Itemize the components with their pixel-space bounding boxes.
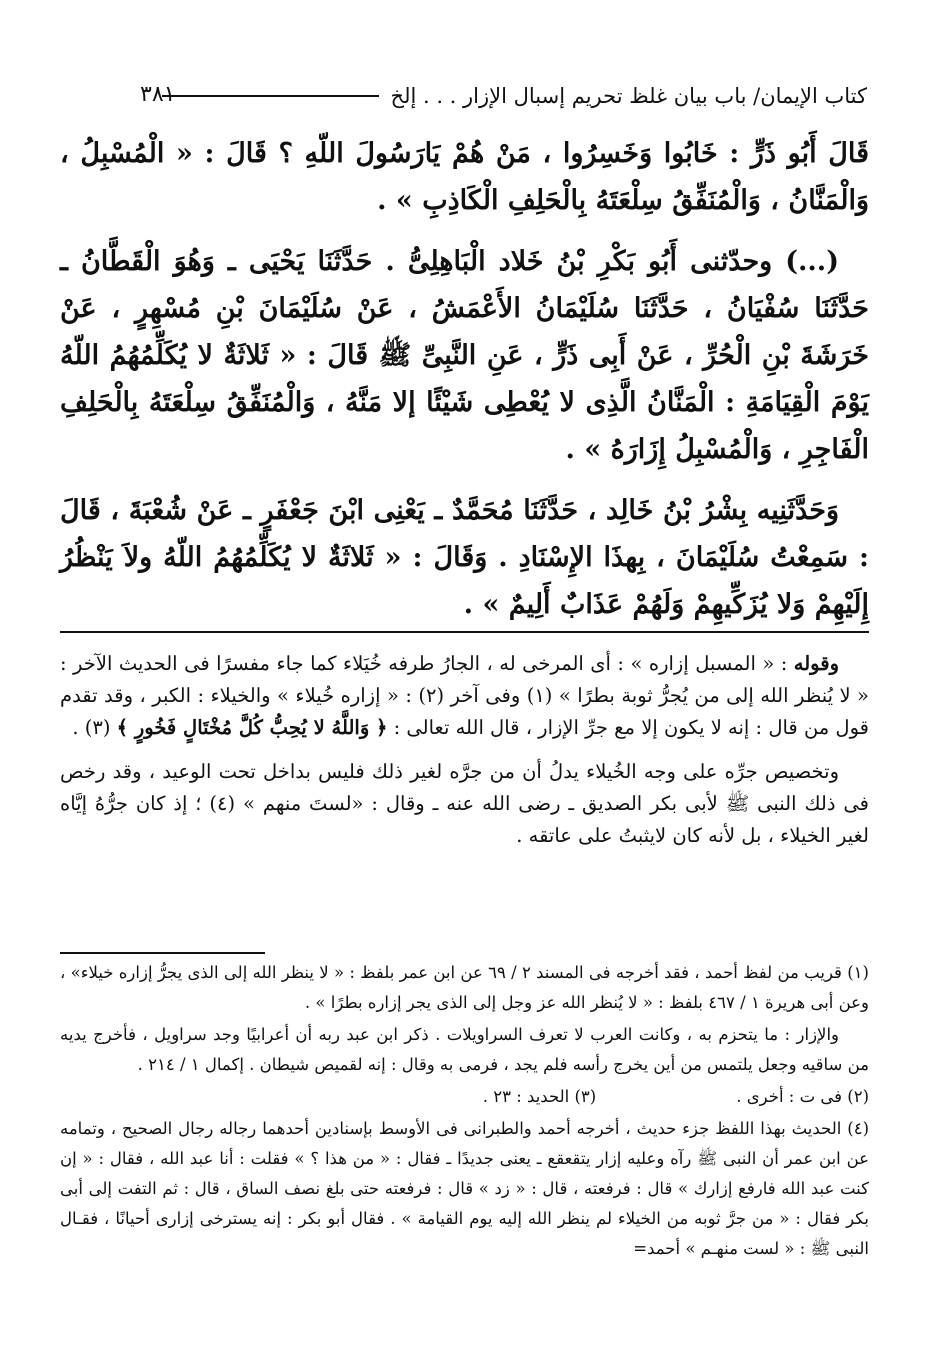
commentary-text: : « المسبل إزاره » : أى المرخى له ، الجارُ طرفه خُيَلاء كما جاء مفسرًا فى الحديث الآخر : « لا يُنظر الله إلى من يُجرُّ ثوبة بطرًا » (١) وفى آخر (٢) : « إزاره خُيلاء » والخيلاء : الكبر ، وقد تقدم قول من قال : إنه لا يكون إلا مع جرِّ الإزار ، قال الله تعالى :	[60, 652, 869, 739]
hadith-text	[60, 130, 869, 642]
footnotes-2-3-row	[60, 1082, 869, 1112]
footnote-1-continuation: والإزار : ما يتحزم به ، وكانت العرب لا تعرف السراويلات . ذكر ابن عبد ربه أن أعرابيًا وجد سراويل ، فأخرج يديه من ساقيه وجعل يلتمس من أين يخرج رأسه فلم يجد ، فرمى به وقال : إنه لقميص شيطان . إكمال ١ / ٢١٤ .	[60, 1025, 869, 1074]
verse-reference: (٣) .	[72, 716, 111, 739]
footnotes-divider	[60, 952, 265, 954]
running-header	[140, 76, 867, 116]
commentary-lead-word: وقوله	[793, 652, 839, 675]
page-number: ٣٨١	[140, 82, 176, 107]
footnotes-section	[60, 958, 869, 1266]
header-rule	[162, 95, 379, 97]
footnote-1: (١) قريب من لفظ أحمد ، فقد أخرجه فى المسند ٢ / ٦٩ عن ابن عمر بلفظ : « لا ينظر الله إلى الذى يجرُّ إزاره خيلاء» ، وعن أبى هريرة ١ / ٤٦٧ بلفظ : « لا يُنظر الله عز وجل إلى الذى يجر إزاره بطرًا » .	[60, 963, 869, 1012]
commentary-divider	[60, 631, 869, 633]
header-title: كتاب الإيمان/ باب بيان غلظ تحريم إسبال الإزار . . . إلخ	[390, 84, 867, 108]
commentary-paragraph-2: وتخصيص جرِّه على وجه الخُيلاء يدلُ أن من جرَّه لغير ذلك فليس بداخل تحت الوعيد ، وقد رخص فى ذلك النبى ﷺ لأبى بكر الصديق ـ رضى الله عنه ـ وقال : «لستَ منهم » (٤) ؛ إذ كان جرُّهُ إيَّاه لغير الخيلاء ، بل لأنه كان لايثبتُ على عاتقه .	[60, 760, 869, 847]
footnote-2: (٢) فى ت : أخرى .	[736, 1087, 869, 1106]
commentary-paragraph-1	[60, 648, 869, 744]
hadith-paragraph-3: وَحَدَّثَنِيه بِشْرُ بْنُ خَالِد ، حَدَّثَنَا مُحَمَّدٌ ـ يَعْنِى ابْنَ جَعْفَرٍ ـ عَنْ شُعْبَةَ ، قَالَ : سَمِعْتُ سُلَيْمَانَ ، بِهذَا الإِسْنَادِ . وَقَالَ : « ثَلاثَةٌ لا يُكَلِّمُهُمُ اللّهُ ولاَ يَنْظُرُ إِلَيْهِمْ وَلا يُزَكِّيهِمْ وَلَهُمْ عَذَابٌ أَلِيمٌ » .	[60, 495, 869, 620]
quran-verse: ﴿ وَاللَّهُ لا يُحِبُّ كُلَّ مُخْتَالٍ فَخُورٍ ﴾	[116, 716, 388, 739]
commentary-section	[60, 648, 869, 864]
hadith-paragraph-1: قَالَ أَبُو ذَرٍّ : خَابُوا وَخَسِرُوا ، مَنْ هُمْ يَارَسُولَ اللّهِ ؟ قَالَ : « الْمُسْبِلُ ، وَالْمَنَّانُ ، وَالْمُنَفِّقُ سِلْعَتَهُ بِالْحَلِفِ الْكَاذِبِ » .	[60, 138, 869, 216]
footnote-3: (٣) الحديد : ٢٣ .	[482, 1087, 597, 1106]
footnote-4: (٤) الحديث بهذا اللفظ جزء حديث ، أخرجه أحمد والطبرانى فى الأوسط بإسنادين أحدهما رجاله رجال الصحيح ، وتمامه عن ابن عمر أن النبى ﷺ رآه وعليه إزار يتقعقع ـ يعنى جديدًا ـ فقال : « من هذا ؟ » فقلت : أنا عبد الله ، فقال : « إن كنت عبد الله فارفع إزارك » قال : فرفعته ، قال : « زد » قال : فرفعته حتى بلغ نصف الساق ، قال : ثم التفت إلى أبى بكر فقال : « من جرَّ ثوبه من الخيلاء لم ينظر الله إليه يوم القيامة » . فقال أبو بكر : إنه يسترخى إزارى أحيانًا ، فقـال النبى ﷺ : « لست منهـم » أحمد=	[60, 1119, 869, 1258]
hadith-paragraph-2: (...) وحدّثنى أَبُو بَكْرِ بْنُ خَلاد الْبَاهِلِىُّ . حَدَّثَنَا يَحْيَى ـ وَهُوَ الْقَطَّانُ ـ حَدَّثَنَا سُفْيَانُ ، حَدَّثَنَا سُلَيْمَانُ الأَعْمَشُ ، عَنْ سُلَيْمَانَ بْنِ مُسْهِرٍ ، عَنْ خَرَشَةَ بْنِ الْحُرِّ ، عَنْ أَبِى ذَرٍّ ، عَنِ النَّبِىِّ ﷺ قَالَ : « ثَلاثَةٌ لا يُكَلِّمُهُمُ اللّهُ يَوْمَ الْقِيَامَةِ : الْمَنَّانُ الَّذِى لا يُعْطِى شَيْئًا إلا مَنَّهُ ، وَالْمُنَفِّقُ سِلْعَتَهُ بِالْحَلِفِ الْفَاجِرِ ، وَالْمُسْبِلُ إِزَارَهُ » .	[60, 246, 869, 465]
